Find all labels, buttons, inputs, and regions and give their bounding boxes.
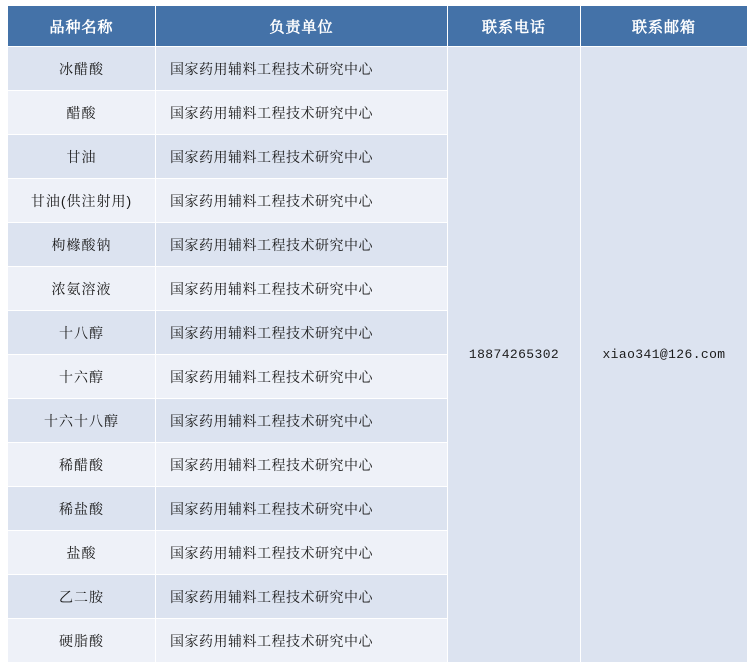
cell-contact-email: xiao341@126.com [581,47,748,663]
cell-variety-name: 甘油 [8,135,156,179]
cell-variety-name: 盐酸 [8,531,156,575]
excipient-contact-table [7,5,748,663]
cell-variety-name: 枸橼酸钠 [8,223,156,267]
cell-responsible-unit: 国家药用辅料工程技术研究中心 [156,443,448,487]
column-header-unit: 负责单位 [156,6,448,47]
cell-responsible-unit: 国家药用辅料工程技术研究中心 [156,575,448,619]
cell-responsible-unit: 国家药用辅料工程技术研究中心 [156,47,448,91]
cell-responsible-unit: 国家药用辅料工程技术研究中心 [156,619,448,663]
cell-responsible-unit: 国家药用辅料工程技术研究中心 [156,267,448,311]
cell-responsible-unit: 国家药用辅料工程技术研究中心 [156,135,448,179]
cell-variety-name: 十六醇 [8,355,156,399]
cell-variety-name: 稀盐酸 [8,487,156,531]
cell-variety-name: 乙二胺 [8,575,156,619]
cell-variety-name: 硬脂酸 [8,619,156,663]
column-header-phone: 联系电话 [448,6,581,47]
cell-variety-name: 稀醋酸 [8,443,156,487]
cell-responsible-unit: 国家药用辅料工程技术研究中心 [156,91,448,135]
cell-responsible-unit: 国家药用辅料工程技术研究中心 [156,311,448,355]
cell-contact-phone: 18874265302 [448,47,581,663]
cell-variety-name: 甘油(供注射用) [8,179,156,223]
cell-variety-name: 冰醋酸 [8,47,156,91]
cell-responsible-unit: 国家药用辅料工程技术研究中心 [156,487,448,531]
cell-variety-name: 十八醇 [8,311,156,355]
cell-variety-name: 十六十八醇 [8,399,156,443]
cell-responsible-unit: 国家药用辅料工程技术研究中心 [156,399,448,443]
cell-responsible-unit: 国家药用辅料工程技术研究中心 [156,179,448,223]
table-row [8,47,748,91]
table-header-row [8,6,748,47]
cell-variety-name: 醋酸 [8,91,156,135]
cell-responsible-unit: 国家药用辅料工程技术研究中心 [156,355,448,399]
cell-responsible-unit: 国家药用辅料工程技术研究中心 [156,531,448,575]
excipient-contact-table-container [0,5,754,663]
cell-variety-name: 浓氨溶液 [8,267,156,311]
table-header [8,6,748,47]
table-body [8,47,748,663]
cell-responsible-unit: 国家药用辅料工程技术研究中心 [156,223,448,267]
column-header-name: 品种名称 [8,6,156,47]
column-header-email: 联系邮箱 [581,6,748,47]
